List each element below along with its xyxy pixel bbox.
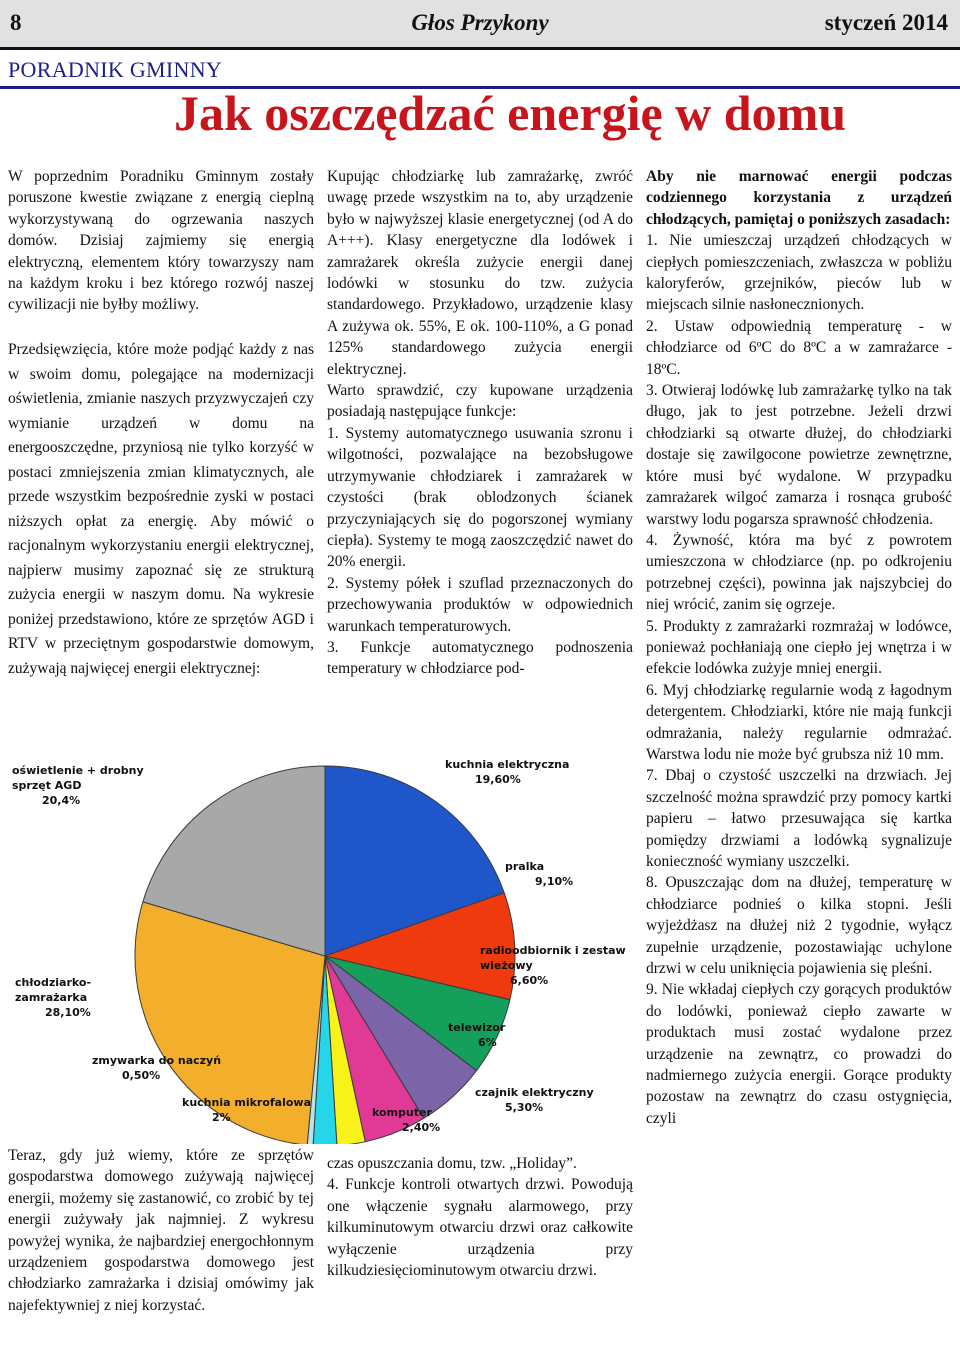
col2-p6: czas opuszczania domu, tzw. „Holiday”. <box>327 1155 577 1172</box>
col1-body <box>8 338 314 681</box>
col3-item-6: 6. Myj chłodziarkę regularnie wodą z łagodnym detergentem. Chłodziarki, które nie mają funkcji odmrażania, należy regularnie odmrażać. Warstwa lodu nie może być grubsza niż 10 mm. <box>646 681 952 763</box>
pie-slice-label: zmywarka do naczyń 0,50% <box>92 1054 222 1082</box>
issue-date: styczeń 2014 <box>824 10 948 35</box>
col3 <box>646 166 952 1129</box>
col3-item-8: 8. Opuszczając dom na dłużej, temperaturę w chłodziarce podnieś o kilka stopni. Jeśli wyjeżdżasz na dłużej niż 2 tygodnie, wyłącz zupełnie urządzenie, pozostawiając uchylone drzwi w celu uniknięcia pojawienia się pleśni. <box>646 874 952 978</box>
pie-slice-label: chłodziarko-zamrażarka 28,10% <box>15 976 92 1019</box>
col2-p3: 1. Systemy automatycznego usuwania szronu i wilgotności, pozwalające na bezobsługowe utrzymywanie chłodziarek i zamrażarek w czystości (brak oblodzonych ścianek przyczyniających się do pogorszonej wymiany ciepła). Systemy te mogą zaoszczędzić nawet do 20% energii. <box>327 424 633 571</box>
pie-slice-label: radioodbiornik i zestaw wieżowy 6,60% <box>480 944 626 987</box>
pie-slice-label: pralka 9,10% <box>505 860 574 888</box>
col3-item-4: 4. Żywność, która ma być z powrotem umieszczona w chłodziarce (np. po odkrojeniu potrzebnej części), powinna jak najszybciej do niej wrócić, zanim się ogrzeje. <box>646 531 952 614</box>
article-headline: Jak oszczędzać energię w domu <box>173 85 847 141</box>
col2-bottom <box>327 1153 633 1281</box>
pie-slice-label: komputer 2,40% <box>372 1106 441 1134</box>
col3-item-5: 5. Produkty z zamrażarki rozmrażaj w lodówce, ponieważ pochłaniają one ciepło jej wnętrza i w efekcie lodówka zużyje mniej energii. <box>646 617 952 678</box>
publication-name: Głos Przykony <box>411 10 549 35</box>
page-number: 8 <box>10 10 22 35</box>
col1-after-chart-text: Teraz, gdy już wiemy, które ze sprzętów gospodarstwa domowego zużywają najwięcej energii, możemy się zastanowić, co zrobić by tej energii zużywały jak najmniej. Z wykresu powyżej wynika, że najbardziej energochłonnym urządzeniem gospodarstwa domowego jest chłodziarko zamrażarka i dzisiaj omówimy jak najefektywniej z niej korzystać. <box>8 1147 314 1314</box>
col1-body-text: Przedsięwzięcia, które może podjąć każdy z nas w swoim domu, polegające na modernizacji oświetlenia, zmianie naszych przyzwyczajeń czy wymianie urządzeń w domu na energooszczędne, przyniosą nie tylko korzyść w postaci zmniejszenia zmian klimatycznych, ale przede wszystkim bezpośrednie zyski w postaci niższych opłat za energię. Aby mówić o racjonalnym wykorzystaniu energii elektrycznej, najpierw musimy zapoznać się ze strukturą zużycia energii w naszym domu. Na wykresie poniżej przedstawiono, które ze sprzętów AGD i RTV w przeciętnym gospodarstwie domowym, zużywają najwięcej energii elektrycznej: <box>8 341 314 677</box>
col3-item-1: 1. Nie umieszczaj urządzeń chłodzących w ciepłych pomieszczeniach, zwłaszcza w pobliżu kaloryferów, grzejników, pieców lub w miejscach silnie nasłonecznionych. <box>646 232 952 314</box>
section-label: PORADNIK GMINNY <box>8 57 223 82</box>
pie-slice-label: telewizor 6% <box>448 1021 506 1049</box>
pie-slice-label: czajnik elektryczny 5,30% <box>475 1086 594 1114</box>
col3-item-7: 7. Dbaj o czystość uszczelki na drzwiach. Jej szczelność można sprawdzić przy pomocy kartki papieru – łatwo przesuwająca się kartka pomiędzy drzwiami a lodówką sygnalizuje konieczność wymiany uszczelki. <box>646 767 952 870</box>
pie-slice-label: oświetlenie + drobny sprzęt AGD 20,4% <box>12 764 144 807</box>
col3-lead: Aby nie marnować energii podczas codziennego korzystania z urządzeń chłodzących, pamiętaj o poniższych zasadach: <box>646 168 952 228</box>
col2-p4: 2. Systemy półek i szuflad przeznaczonych do przechowywania produktów w odpowiednich warunkach temperaturowych. <box>327 574 633 635</box>
col2-p2: Warto sprawdzić, czy kupowane urządzenia posiadają następujące funkcje: <box>327 382 633 421</box>
col3-item-2: 2. Ustaw odpowiednią temperaturę - w chłodziarce od 6ºC do 8ºC a w zamrażarce - 18ºC. <box>646 317 952 378</box>
col1-intro <box>8 166 314 316</box>
energy-consumption-pie-chart <box>0 756 640 1144</box>
col3-item-9: 9. Nie wkładaj ciepłych czy gorących produktów do lodówki, ponieważ ciepło zawarte w produktach musi zostać wydalone przez urządzenie na zewnątrz, co prowadzi do nadmiernego zużycia energii. Gorące produkty pozostaw na zewnątrz do czasu ostygnięcia, czyli <box>646 981 952 1127</box>
col2-p7: 4. Funkcje kontroli otwartych drzwi. Powodują one włączenie sygnału alarmowego, przy kilkuminutowym otwarciu drzwi oraz całkowite wyłączenie urządzenia przy kilkudziesięciominutowym otwarciu drzwi. <box>327 1176 633 1280</box>
col1-after-chart <box>8 1145 314 1316</box>
col1-intro-text: W poprzednim Poradniku Gminnym zostały poruszone kwestie związane z energią cieplną wykorzystywaną do ogrzewania naszych domów. Dzisiaj zajmiemy się energią elektryczną, elementem który towarzyszy nam na każdym kroku i bez którego rozwój naszej cywilizacji nie byłby możliwy. <box>8 168 314 314</box>
col2-p1: Kupując chłodziarkę lub zamrażarkę, zwróć uwagę przede wszystkim na to, aby urządzenie było w najwyższej klasie energetycznej (od A do A+++). Klasy energetyczne dla lodówek i zamrażarek określa zużycie energii danej lodówki w stosunku do tzw. zużycia standardowego. Przykładowo, urządzenie klasy A zużywa ok. 55%, E ok. 100-110%, a G ponad 125% standardowego zużycia energii elektrycznej. <box>327 168 633 378</box>
pie-slice-label: kuchnia elektryczna 19,60% <box>445 758 570 786</box>
col2-top <box>327 166 633 680</box>
page-header <box>0 0 960 50</box>
col2-p5: 3. Funkcje automatycznego podnoszenia temperatury w chłodziarce pod- <box>327 638 633 678</box>
pie-slice-label: kuchnia mikrofalowa 2% <box>182 1096 312 1124</box>
col3-item-3: 3. Otwieraj lodówkę lub zamrażarkę tylko na tak długo, jak to jest potrzebne. Jeżeli drzwi chłodziarki są otwarte dłużej, do chłodziarki dostaje się zawilgocone powietrze zewnętrzne, które musi być wydalone. W przypadku zamrażarek wilgoć zamarza i rosnąca grubość warstwy lodu pogarsza sprawność chłodzenia. <box>646 382 952 528</box>
